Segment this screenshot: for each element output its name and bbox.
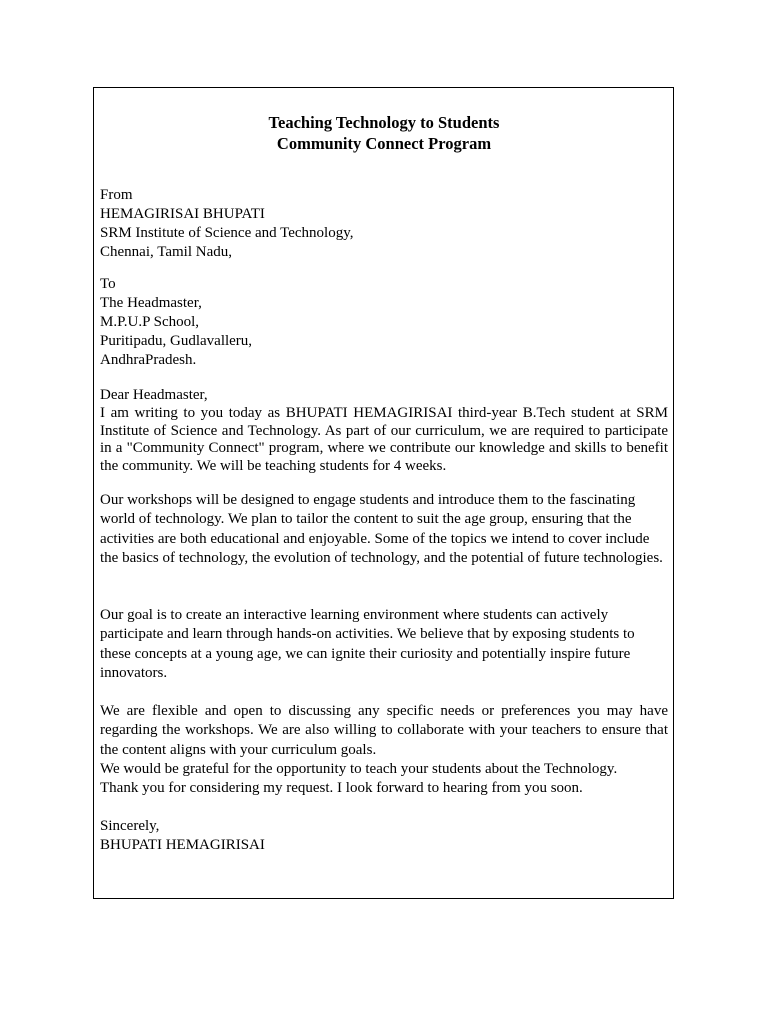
body-paragraph-5: We would be grateful for the opportunity to teach your students about the Technology. [100,761,618,777]
recipient-village: Puritipadu, Gudlavalleru, [100,333,253,349]
body-paragraph-1: I am writing to you today as BHUPATI HEMAGIRISAI third-year B.Tech student at SRM Institute of Science and Technology. As part of our curriculum, we are required to participate in a "Community Connect" program, where we contribute our knowledge and skills to benefit the community. We will be teaching students for 4 weeks. [100,405,668,474]
from-label: From [100,187,133,203]
to-label: To [100,276,116,292]
recipient-state: AndhraPradesh. [100,352,197,368]
recipient-school: M.P.U.P School, [100,314,200,330]
closing-block [100,817,668,855]
sender-institution: SRM Institute of Science and Technology, [100,225,354,241]
recipient-address-block [100,275,668,370]
title-line-1: Teaching Technology to Students [268,113,500,132]
sender-address-block [100,186,668,262]
body-paragraph-6: Thank you for considering my request. I look forward to hearing from you soon. [100,780,583,796]
valediction: Sincerely, [100,818,160,834]
body-paragraph-3: Our goal is to create an interactive learning environment where students can actively participate and learn through hands-on activities. We believe that by exposing students to these concepts at a young age, we can ignite their curiosity and potentially inspire future innovators. [100,607,635,681]
body-paragraph-4: We are flexible and open to discussing any specific needs or preferences you may have regarding the workshops. We are also willing to collaborate with your teachers to ensure that the content aligns with your curriculum goals. [100,703,668,758]
sender-name: HEMAGIRISAI BHUPATI [100,206,265,222]
body-paragraph-2: Our workshops will be designed to engage students and introduce them to the fascinating world of technology. We plan to tailor the content to suit the age group, ensuring that the activities are both educational and enjoyable. Some of the topics we intend to cover include the basics of technology, the evolution of technology, and the potential of future technologies. [100,492,663,566]
title-line-2: Community Connect Program [276,134,492,153]
signature-name: BHUPATI HEMAGIRISAI [100,837,265,853]
salutation: Dear Headmaster, [100,387,208,403]
recipient-title: The Headmaster, [100,295,202,311]
sender-location: Chennai, Tamil Nadu, [100,244,232,260]
